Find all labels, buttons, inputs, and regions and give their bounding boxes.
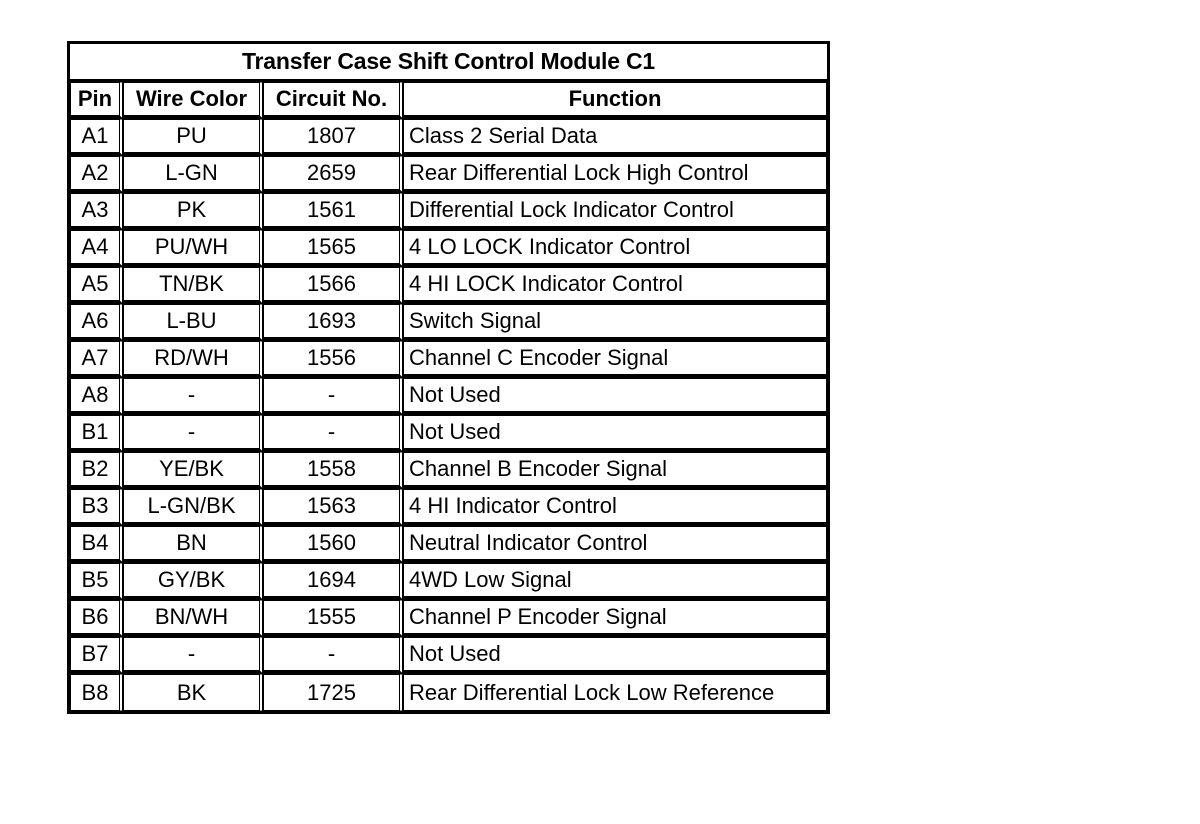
cell-function: 4 LO LOCK Indicator Control [403, 230, 827, 267]
cell-circuit-no: 1693 [263, 304, 403, 341]
cell-circuit-no: 2659 [263, 156, 403, 193]
cell-circuit-no: - [263, 637, 403, 674]
cell-circuit-no: 1807 [263, 119, 403, 156]
cell-circuit-no: - [263, 415, 403, 452]
cell-pin: B8 [70, 674, 123, 711]
cell-pin: A1 [70, 119, 123, 156]
cell-wire-color: L-GN [123, 156, 263, 193]
header-wire-color: Wire Color [123, 82, 263, 119]
cell-pin: A4 [70, 230, 123, 267]
cell-wire-color: BK [123, 674, 263, 711]
cell-circuit-no: 1725 [263, 674, 403, 711]
table-row [70, 674, 827, 711]
table-row [70, 452, 827, 489]
cell-circuit-no: 1563 [263, 489, 403, 526]
cell-circuit-no: 1556 [263, 341, 403, 378]
cell-function: Switch Signal [403, 304, 827, 341]
cell-wire-color: TN/BK [123, 267, 263, 304]
cell-wire-color: BN [123, 526, 263, 563]
cell-pin: A5 [70, 267, 123, 304]
cell-wire-color: BN/WH [123, 600, 263, 637]
table-row [70, 119, 827, 156]
cell-pin: B1 [70, 415, 123, 452]
table-row [70, 267, 827, 304]
table-row [70, 489, 827, 526]
header-function: Function [403, 82, 827, 119]
cell-function: Channel B Encoder Signal [403, 452, 827, 489]
cell-circuit-no: 1558 [263, 452, 403, 489]
cell-function: Channel P Encoder Signal [403, 600, 827, 637]
cell-wire-color: RD/WH [123, 341, 263, 378]
cell-circuit-no: 1561 [263, 193, 403, 230]
table-row [70, 563, 827, 600]
cell-wire-color: - [123, 415, 263, 452]
cell-wire-color: L-GN/BK [123, 489, 263, 526]
cell-circuit-no: 1694 [263, 563, 403, 600]
cell-function: 4 HI Indicator Control [403, 489, 827, 526]
cell-wire-color: L-BU [123, 304, 263, 341]
header-pin: Pin [70, 82, 123, 119]
cell-pin: B6 [70, 600, 123, 637]
table-row [70, 156, 827, 193]
cell-wire-color: PK [123, 193, 263, 230]
cell-pin: A7 [70, 341, 123, 378]
cell-pin: B4 [70, 526, 123, 563]
cell-function: Class 2 Serial Data [403, 119, 827, 156]
cell-pin: A8 [70, 378, 123, 415]
cell-function: 4 HI LOCK Indicator Control [403, 267, 827, 304]
table-row [70, 637, 827, 674]
pinout-table [70, 82, 827, 711]
cell-function: 4WD Low Signal [403, 563, 827, 600]
table-row [70, 526, 827, 563]
table-row [70, 341, 827, 378]
header-circuit-no: Circuit No. [263, 82, 403, 119]
cell-pin: A2 [70, 156, 123, 193]
cell-function: Not Used [403, 637, 827, 674]
cell-pin: A6 [70, 304, 123, 341]
table-row [70, 600, 827, 637]
table-title: Transfer Case Shift Control Module C1 [70, 44, 827, 82]
cell-function: Rear Differential Lock Low Reference [403, 674, 827, 711]
cell-pin: A3 [70, 193, 123, 230]
cell-wire-color: PU/WH [123, 230, 263, 267]
cell-function: Differential Lock Indicator Control [403, 193, 827, 230]
table-body [70, 119, 827, 711]
cell-circuit-no: 1566 [263, 267, 403, 304]
cell-circuit-no: 1565 [263, 230, 403, 267]
cell-function: Not Used [403, 415, 827, 452]
cell-circuit-no: 1560 [263, 526, 403, 563]
table-row [70, 415, 827, 452]
cell-pin: B2 [70, 452, 123, 489]
cell-function: Neutral Indicator Control [403, 526, 827, 563]
cell-pin: B3 [70, 489, 123, 526]
header-row [70, 82, 827, 119]
cell-wire-color: PU [123, 119, 263, 156]
connector-table [67, 41, 830, 714]
table-row [70, 304, 827, 341]
table-row [70, 230, 827, 267]
cell-function: Rear Differential Lock High Control [403, 156, 827, 193]
cell-wire-color: - [123, 637, 263, 674]
table-row [70, 193, 827, 230]
table-row [70, 378, 827, 415]
cell-circuit-no: 1555 [263, 600, 403, 637]
cell-pin: B5 [70, 563, 123, 600]
cell-wire-color: YE/BK [123, 452, 263, 489]
cell-pin: B7 [70, 637, 123, 674]
cell-wire-color: - [123, 378, 263, 415]
cell-circuit-no: - [263, 378, 403, 415]
cell-function: Channel C Encoder Signal [403, 341, 827, 378]
cell-wire-color: GY/BK [123, 563, 263, 600]
cell-function: Not Used [403, 378, 827, 415]
